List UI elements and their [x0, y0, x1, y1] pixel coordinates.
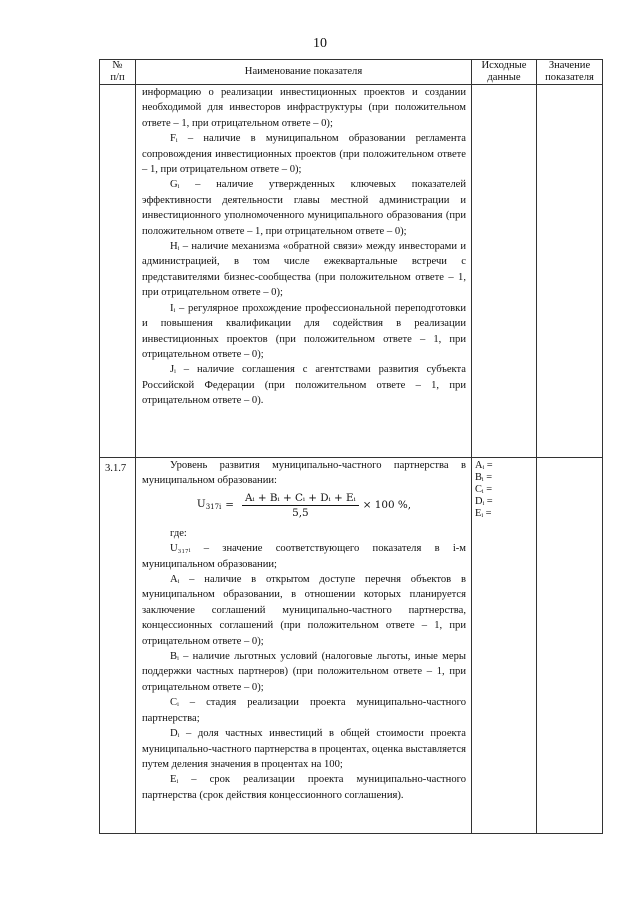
row2-paragraph: U₃₁₇ᵢ – значение соответствующего показателя в i-м муниципальном образовании; [142, 543, 466, 570]
header-name: Наименование показателя [136, 60, 472, 85]
header-source-line2: данные [487, 72, 521, 83]
row1-paragraph: Hᵢ – наличие механизма «обратной связи» между инвесторами и администрацией, в том числе ежеквартальные встречи с представителями бизнес-сообщества (при положительном ответе – 1, при отрицательном ответе – 0); [142, 241, 466, 299]
row2-paragraph: Dᵢ – доля частных инвестиций в общей стоимости проекта муниципально-частного партнерства в процентах, оценка выставляется путем деления значения в процентах на 100; [142, 728, 466, 770]
header-source [472, 60, 537, 85]
row2-paragraph: Cᵢ – стадия реализации проекта муниципально-частного партнерства; [142, 697, 466, 724]
row2-number-text: 3.1.7 [105, 463, 127, 474]
row2-where: где: [170, 527, 187, 539]
row1-paragraph: Gᵢ – наличие утвержденных ключевых показателей эффективности деятельности главы местной администрации и инвестиционного уполномоченного муниципального образования (при положительном ответе – 1, при отрицательном ответе – 0); [142, 179, 466, 237]
source-variable: Bᵢ = [475, 472, 493, 483]
table-header-row [100, 60, 603, 85]
source-variable: Cᵢ = [475, 484, 493, 495]
header-value-line2: показателя [545, 72, 594, 83]
row1-number [100, 85, 136, 458]
indicator-table [99, 59, 603, 834]
header-source-line1: Исходные [481, 60, 527, 71]
header-value-line1: Значение [548, 60, 591, 71]
row1-source [472, 85, 537, 458]
source-variable: Aᵢ = [475, 460, 493, 471]
row1-paragraph: информацию о реализации инвестиционных проектов и создании необходимой для инвесторов инфраструктуры (при положительном ответе – 1, при отрицательном ответе – 0); [142, 87, 466, 129]
header-number-line1: № [112, 60, 123, 71]
formula-numerator: Aᵢ + Bᵢ + Cᵢ + Dᵢ + Eᵢ [242, 492, 359, 506]
formula-fraction [242, 492, 359, 520]
formula-denominator: 5,5 [292, 506, 309, 519]
row2-description [136, 458, 472, 834]
formula-lhs: $U_{317i}$ [196, 497, 222, 511]
formula: $U_{317i}$ = $\frac{\text{Aᵢ + Bᵢ + Cᵢ + Dᵢ + Eᵢ}}{5,5}$ × 100 %, [196, 491, 412, 519]
header-number-line2: п/п [110, 72, 125, 83]
row2-value [537, 458, 603, 834]
page-number: 10 [313, 36, 327, 51]
row1-paragraph: Iᵢ – регулярное прохождение профессиональной переподготовки и повышения квалификации для содействия в реализации инвестиционных проектов (при положительном ответе – 1, при отрицательном ответе – 0); [142, 302, 466, 360]
row1-paragraph: Jᵢ – наличие соглашения с агентствами развития субъекта Российской Федерации (при положительном ответе – 1, при отрицательном ответе – 0). [142, 364, 466, 407]
row1-paragraph: Fᵢ – наличие в муниципальном образовании регламента сопровождения инвестиционных проектов (при положительном ответе – 1, при отрицательном ответе – 0); [142, 133, 466, 176]
row1-value [537, 85, 603, 458]
row2-paragraph: Aᵢ – наличие в открытом доступе перечня объектов в муниципальном образовании, в отношении которых планируется заключение соглашений муниципально-частного партнерства, концессионных соглашений (при положительном ответе – 1, при отрицательном ответе – 0); [142, 574, 466, 647]
row2-intro: Уровень развития муниципально-частного партнерства в муниципальном образовании: [142, 460, 466, 487]
formula-suffix: × 100 %, [362, 499, 412, 512]
table-row [100, 85, 603, 458]
source-variable: Eᵢ = [475, 508, 492, 519]
header-number [100, 60, 136, 85]
table-row [100, 458, 603, 834]
row2-paragraph: Eᵢ – срок реализации проекта муниципально-частного партнерства (срок действия концессионного соглашения). [142, 774, 466, 801]
row1-description [136, 85, 472, 458]
source-variable: Dᵢ = [475, 496, 493, 507]
header-value [537, 60, 603, 85]
row2-source [472, 458, 537, 834]
row2-number [100, 458, 136, 834]
row2-paragraph: Bᵢ – наличие льготных условий (налоговые льготы, иные меры поддержки частных партнеров) (при положительном ответе – 1, при отрицательном ответе – 0); [142, 651, 466, 693]
